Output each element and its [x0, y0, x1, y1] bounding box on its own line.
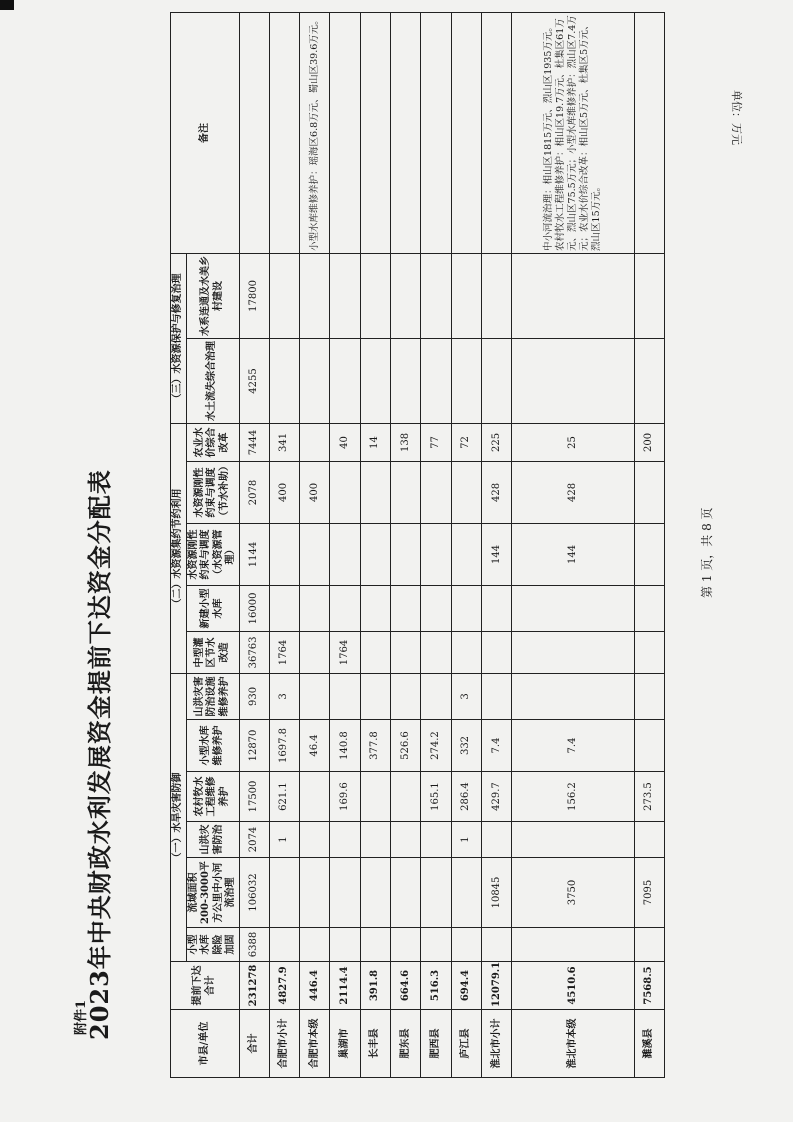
- row-cell: [634, 338, 664, 423]
- row-cell: 341: [269, 423, 299, 461]
- row-cell: 1: [269, 822, 299, 858]
- row-cell: [421, 673, 451, 719]
- row-cell: [269, 338, 299, 423]
- row-cell: [391, 631, 421, 673]
- row-cell: 17500: [239, 772, 269, 822]
- row-cell: [451, 253, 481, 338]
- scan-corner-mark: [0, 0, 14, 10]
- row-cell: [482, 631, 512, 673]
- row-name: 庐江县: [451, 1010, 481, 1078]
- header-col-12: 水系连通及水美乡村建设: [186, 253, 239, 338]
- row-cell: [391, 461, 421, 523]
- row-cell: 930: [239, 673, 269, 719]
- row-cell: 6388: [239, 928, 269, 962]
- row-cell: 286.4: [451, 772, 481, 822]
- row-cell: [512, 585, 634, 631]
- row-cell: 400: [269, 461, 299, 523]
- row-cell: [451, 928, 481, 962]
- row-cell: 138: [391, 423, 421, 461]
- row-cell: [330, 585, 360, 631]
- row-total: 4510.6: [512, 962, 634, 1010]
- row-cell: 77: [421, 423, 451, 461]
- row-cell: [360, 772, 390, 822]
- row-cell: [421, 585, 451, 631]
- row-cell: [300, 858, 330, 928]
- row-cell: 156.2: [512, 772, 634, 822]
- row-cell: [421, 858, 451, 928]
- row-cell: 2078: [239, 461, 269, 523]
- header-col-6: 中型灌区节水改造: [186, 631, 239, 673]
- row-cell: [360, 253, 390, 338]
- row-cell: [300, 673, 330, 719]
- row-remark: [391, 12, 421, 253]
- row-name: 濉溪县: [634, 1010, 664, 1078]
- row-cell: 3: [451, 673, 481, 719]
- row-cell: 273.5: [634, 772, 664, 822]
- row-cell: 144: [512, 523, 634, 585]
- header-col-10: 农业水价综合改革: [186, 423, 239, 461]
- row-cell: [330, 461, 360, 523]
- header-col-4: 小型水库维修养护: [186, 720, 239, 772]
- header-group-water-protection: （三）水资源保护与修复治理: [171, 253, 187, 423]
- row-cell: 14: [360, 423, 390, 461]
- table-row: [300, 12, 330, 1077]
- row-cell: 72: [451, 423, 481, 461]
- row-cell: [634, 720, 664, 772]
- row-cell: [391, 523, 421, 585]
- row-cell: [300, 928, 330, 962]
- row-cell: [269, 523, 299, 585]
- row-cell: [300, 253, 330, 338]
- row-cell: [330, 338, 360, 423]
- row-cell: [360, 631, 390, 673]
- row-total: 4827.9: [269, 962, 299, 1010]
- header-col-9: 水资源刚性约束与调度（节水补助）: [186, 461, 239, 523]
- row-name: 淮北市本级: [512, 1010, 634, 1078]
- row-name: 合计: [239, 1010, 269, 1078]
- row-cell: [391, 858, 421, 928]
- row-cell: [634, 585, 664, 631]
- row-cell: [451, 523, 481, 585]
- row-total: 231278: [239, 962, 269, 1010]
- row-total: 664.6: [391, 962, 421, 1010]
- row-cell: [330, 673, 360, 719]
- row-cell: [391, 822, 421, 858]
- row-cell: 7.4: [482, 720, 512, 772]
- row-cell: 3750: [512, 858, 634, 928]
- row-cell: [482, 585, 512, 631]
- row-total: 446.4: [300, 962, 330, 1010]
- header-col-0: 小型水库除险加固: [186, 928, 239, 962]
- row-name: 长丰县: [360, 1010, 390, 1078]
- row-cell: 1144: [239, 523, 269, 585]
- row-remark: 小型水库维修养护：瑶海区6.8万元、蜀山区39.6万元。: [300, 12, 330, 253]
- row-cell: [360, 523, 390, 585]
- row-cell: [330, 253, 360, 338]
- row-remark: [421, 12, 451, 253]
- table-row: [360, 12, 390, 1077]
- row-cell: 400: [300, 461, 330, 523]
- row-cell: [634, 523, 664, 585]
- row-cell: [300, 338, 330, 423]
- row-cell: [300, 423, 330, 461]
- row-name: 合肥市小计: [269, 1010, 299, 1078]
- row-cell: 332: [451, 720, 481, 772]
- table-row: [451, 12, 481, 1077]
- table-row: [239, 12, 269, 1077]
- row-cell: [360, 338, 390, 423]
- row-cell: 17800: [239, 253, 269, 338]
- row-cell: 7095: [634, 858, 664, 928]
- header-col-2: 山洪灾害防治: [186, 822, 239, 858]
- row-cell: [634, 928, 664, 962]
- table-row: [421, 12, 451, 1077]
- header-col-1: 流域面积200-3000平方公里中小河流治理: [186, 858, 239, 928]
- row-name: 巢湖市: [330, 1010, 360, 1078]
- row-cell: [269, 253, 299, 338]
- table-row: [512, 12, 634, 1077]
- row-total: 12079.1: [482, 962, 512, 1010]
- row-cell: [300, 585, 330, 631]
- row-cell: 1697.8: [269, 720, 299, 772]
- row-cell: 3: [269, 673, 299, 719]
- row-cell: [634, 253, 664, 338]
- row-cell: [330, 822, 360, 858]
- row-total: 391.8: [360, 962, 390, 1010]
- page-footer: 第 1 页，共 8 页: [700, 507, 714, 598]
- row-cell: 16000: [239, 585, 269, 631]
- row-cell: [360, 822, 390, 858]
- row-cell: [391, 585, 421, 631]
- row-cell: [360, 461, 390, 523]
- table-row: [269, 12, 299, 1077]
- row-cell: [421, 928, 451, 962]
- row-cell: [634, 673, 664, 719]
- row-cell: [391, 772, 421, 822]
- row-cell: 40: [330, 423, 360, 461]
- row-cell: [512, 822, 634, 858]
- row-cell: [269, 928, 299, 962]
- row-remark: 中小河流治理：相山区1815万元、烈山区1935万元。农村牧水工程维修养护：相山区19.7万元、杜集区61万元、烈山区75.5万元；小型水库维修养护：烈山区7.4万元；农业水价综合改革：相山区5万元、杜集区5万元、烈山区15万元。: [512, 12, 634, 253]
- row-cell: [451, 585, 481, 631]
- row-cell: 25: [512, 423, 634, 461]
- unit-label: 单位：万元: [730, 90, 743, 145]
- row-cell: 165.1: [421, 772, 451, 822]
- row-cell: 140.8: [330, 720, 360, 772]
- row-cell: [421, 461, 451, 523]
- row-cell: [451, 338, 481, 423]
- row-cell: 526.6: [391, 720, 421, 772]
- row-cell: 1764: [269, 631, 299, 673]
- row-remark: [360, 12, 390, 253]
- header-col-7: 新建小型水库: [186, 585, 239, 631]
- row-cell: 1: [451, 822, 481, 858]
- table-row: [634, 12, 664, 1077]
- header-col-3: 农村牧水工程维修养护: [186, 772, 239, 822]
- row-cell: [391, 928, 421, 962]
- row-remark: [482, 12, 512, 253]
- row-name: 肥东县: [391, 1010, 421, 1078]
- header-group-water-efficiency: （二）水资源集约节约利用: [171, 423, 187, 673]
- header-col-5: 山洪灾害防治设施维修养护: [186, 673, 239, 719]
- row-cell: 200: [634, 423, 664, 461]
- row-cell: [634, 822, 664, 858]
- row-total: 2114.4: [330, 962, 360, 1010]
- row-cell: [391, 673, 421, 719]
- row-cell: [360, 585, 390, 631]
- row-cell: [451, 858, 481, 928]
- header-group-flood-drought: （一）水旱灾害防御: [171, 673, 187, 961]
- header-remarks: 备注: [171, 12, 240, 253]
- row-cell: [269, 858, 299, 928]
- attachment-label: 附件1: [74, 999, 89, 1035]
- row-cell: [269, 585, 299, 631]
- row-cell: 144: [482, 523, 512, 585]
- row-cell: 621.1: [269, 772, 299, 822]
- row-cell: 7.4: [512, 720, 634, 772]
- row-cell: 429.7: [482, 772, 512, 822]
- row-cell: [512, 631, 634, 673]
- row-cell: [330, 858, 360, 928]
- row-cell: 428: [512, 461, 634, 523]
- row-remark: [330, 12, 360, 253]
- row-total: 7568.5: [634, 962, 664, 1010]
- row-cell: [482, 253, 512, 338]
- row-name: 肥西县: [421, 1010, 451, 1078]
- table-body: [239, 12, 665, 1077]
- row-cell: [512, 253, 634, 338]
- row-cell: [451, 461, 481, 523]
- header-total-advance: 提前下达合计: [171, 962, 240, 1010]
- row-cell: 7444: [239, 423, 269, 461]
- row-cell: [360, 858, 390, 928]
- row-cell: [482, 338, 512, 423]
- table-row: [330, 12, 360, 1077]
- row-cell: 12870: [239, 720, 269, 772]
- row-cell: 225: [482, 423, 512, 461]
- table-row: [391, 12, 421, 1077]
- row-cell: 274.2: [421, 720, 451, 772]
- row-cell: 4255: [239, 338, 269, 423]
- row-cell: [421, 253, 451, 338]
- row-remark: [634, 12, 664, 253]
- allocation-table: [170, 12, 665, 1078]
- row-cell: [360, 673, 390, 719]
- row-cell: [634, 461, 664, 523]
- row-name: 合肥市本级: [300, 1010, 330, 1078]
- row-remark: [451, 12, 481, 253]
- row-cell: [482, 822, 512, 858]
- row-cell: 36763: [239, 631, 269, 673]
- row-cell: [482, 928, 512, 962]
- row-cell: [421, 523, 451, 585]
- row-cell: 46.4: [300, 720, 330, 772]
- row-cell: [482, 673, 512, 719]
- row-cell: [330, 928, 360, 962]
- row-cell: [391, 253, 421, 338]
- header-col-11: 水土流失综合治理: [186, 338, 239, 423]
- row-cell: [300, 772, 330, 822]
- row-cell: [421, 631, 451, 673]
- header-col-8: 水资源刚性约束与调度（水资源管理）: [186, 523, 239, 585]
- row-total: 516.3: [421, 962, 451, 1010]
- row-cell: [421, 338, 451, 423]
- row-cell: [512, 928, 634, 962]
- row-remark: [239, 12, 269, 253]
- row-cell: [300, 631, 330, 673]
- row-cell: 2074: [239, 822, 269, 858]
- row-cell: [512, 673, 634, 719]
- row-cell: 106032: [239, 858, 269, 928]
- row-cell: [300, 822, 330, 858]
- page-title: 2023年中央财政水利发展资金提前下达资金分配表: [85, 469, 114, 1040]
- row-cell: 377.8: [360, 720, 390, 772]
- row-cell: [421, 822, 451, 858]
- row-cell: [300, 523, 330, 585]
- row-cell: [634, 631, 664, 673]
- row-name: 淮北市小计: [482, 1010, 512, 1078]
- row-cell: [512, 338, 634, 423]
- row-cell: [451, 631, 481, 673]
- row-cell: 10845: [482, 858, 512, 928]
- table-row: [482, 12, 512, 1077]
- allocation-table-wrapper: [170, 13, 665, 1078]
- row-cell: [330, 523, 360, 585]
- header-city-unit: 市县/单位: [171, 1010, 240, 1078]
- row-remark: [269, 12, 299, 253]
- row-cell: [391, 338, 421, 423]
- row-cell: 428: [482, 461, 512, 523]
- row-cell: [360, 928, 390, 962]
- row-total: 694.4: [451, 962, 481, 1010]
- row-cell: 1764: [330, 631, 360, 673]
- row-cell: 169.6: [330, 772, 360, 822]
